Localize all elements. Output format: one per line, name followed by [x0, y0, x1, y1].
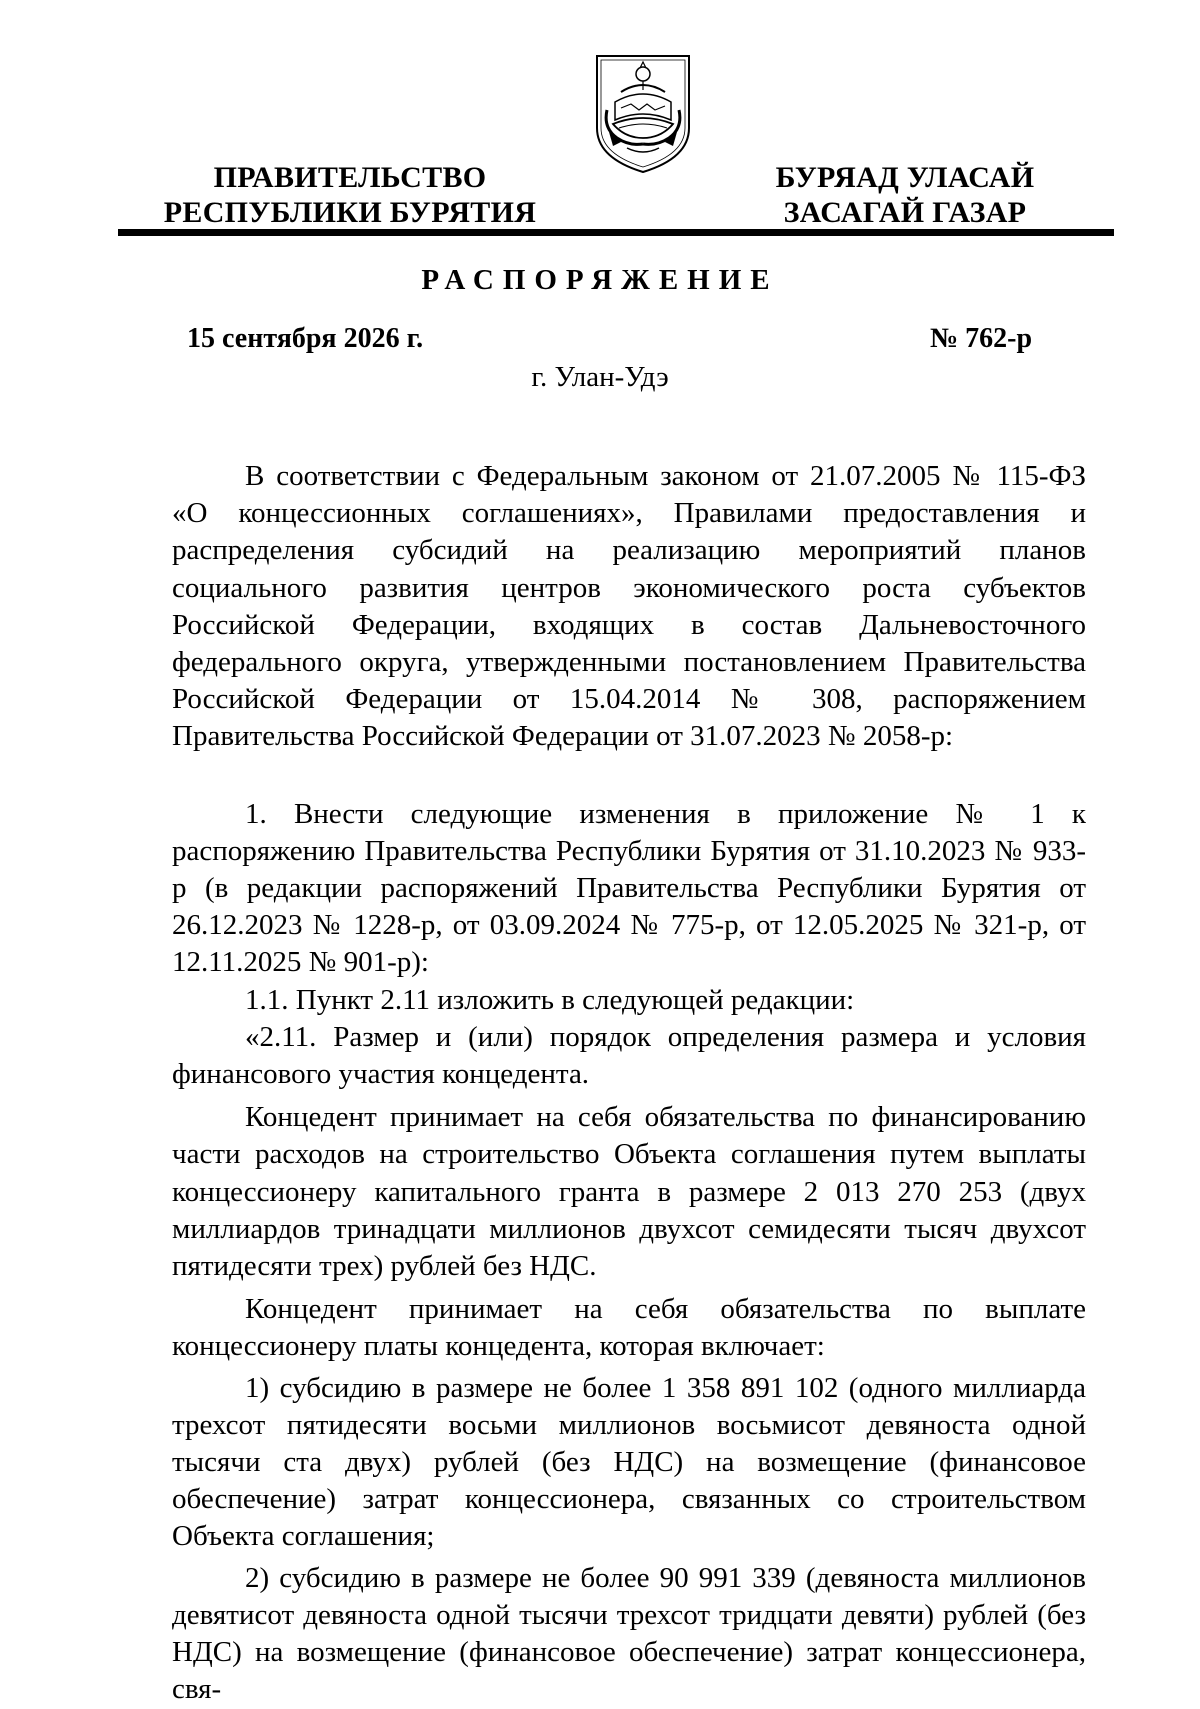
document-body: [172, 458, 1086, 1709]
issuer-name-russian: [160, 160, 540, 230]
body-paragraph: 1. Внести следующие изменения в приложение № 1 к распоряжению Правительства Республики Бурятия от 31.10.2023 № 933-р (в редакции распоряжений Правительства Республики Бурятия от 26.12.2023 № 1228-р, от 03.09.2024 № 775-р, от 12.05.2025 № 321-р, от 12.11.2025 № 901-р):: [172, 797, 1086, 979]
issuer-name-buryat-line-2: ЗАСАГАЙ ГАЗАР: [783, 196, 1027, 229]
body-paragraph: Концедент принимает на себя обязательства по выплате концессионеру платы концедента, которая включает:: [172, 1293, 1086, 1363]
body-paragraph: 2) субсидию в размере не более 90 991 339 (девяноста миллионов девятисот девяноста одной тысячи трехсот тридцати девяти) рублей (без НДС) на возмещение (финансовое обеспечение) затрат концессионера, свя-: [172, 1561, 1086, 1706]
issuer-name-buryat-line-1: БУРЯАД УЛАСАЙ: [775, 161, 1035, 194]
body-paragraph: 1.1. Пункт 2.11 изложить в следующей редакции:: [245, 983, 855, 1016]
body-paragraph: Концедент принимает на себя обязательства по финансированию части расходов на строительство Объекта соглашения путем выплаты концессионеру капитального гранта в размере 2 013 270 253 (двух миллиардов тринадцати миллионов двухсот семидесяти тысяч двухсот пятидесяти трех) рублей без НДС.: [172, 1101, 1086, 1283]
document-city: г. Улан-Удэ: [531, 361, 669, 393]
issuer-name-buryat: [755, 160, 1055, 230]
body-paragraph: «2.11. Размер и (или) порядок определения размера и условия финансового участия концедента.: [172, 1020, 1086, 1091]
issuer-name-russian-line-2: РЕСПУБЛИКИ БУРЯТИЯ: [163, 196, 537, 229]
document-number: № 762-р: [930, 323, 1033, 354]
document-type-title: РАСПОРЯЖЕНИЕ: [421, 264, 779, 296]
document-date: 15 сентября 2026 г.: [187, 323, 424, 354]
issuer-name-russian-line-1: ПРАВИТЕЛЬСТВО: [213, 161, 487, 194]
header-divider: [118, 229, 1114, 236]
body-paragraph: 1) субсидию в размере не более 1 358 891 102 (одного миллиарда трехсот пятидесяти восьми миллионов восьмисот девяноста одной тысячи ста двух) рублей (без НДС) на возмещение (финансовое обеспечение) затрат концессионера, связанных со строительством Объекта соглашения;: [172, 1371, 1086, 1553]
preamble-paragraph: В соответствии с Федеральным законом от 21.07.2005 № 115-ФЗ «О концессионных соглашениях», Правилами предоставления и распределения субсидий на реализацию мероприятий планов социального развития центров экономического роста субъектов Российской Федерации, входящих в состав Дальневосточного федерального округа, утвержденными постановлением Правительства Российской Федерации от 15.04.2014 № 308, распоряжением Правительства Российской Федерации от 31.07.2023 № 2058-р:: [172, 460, 1086, 753]
coat-of-arms-icon: [591, 50, 695, 176]
